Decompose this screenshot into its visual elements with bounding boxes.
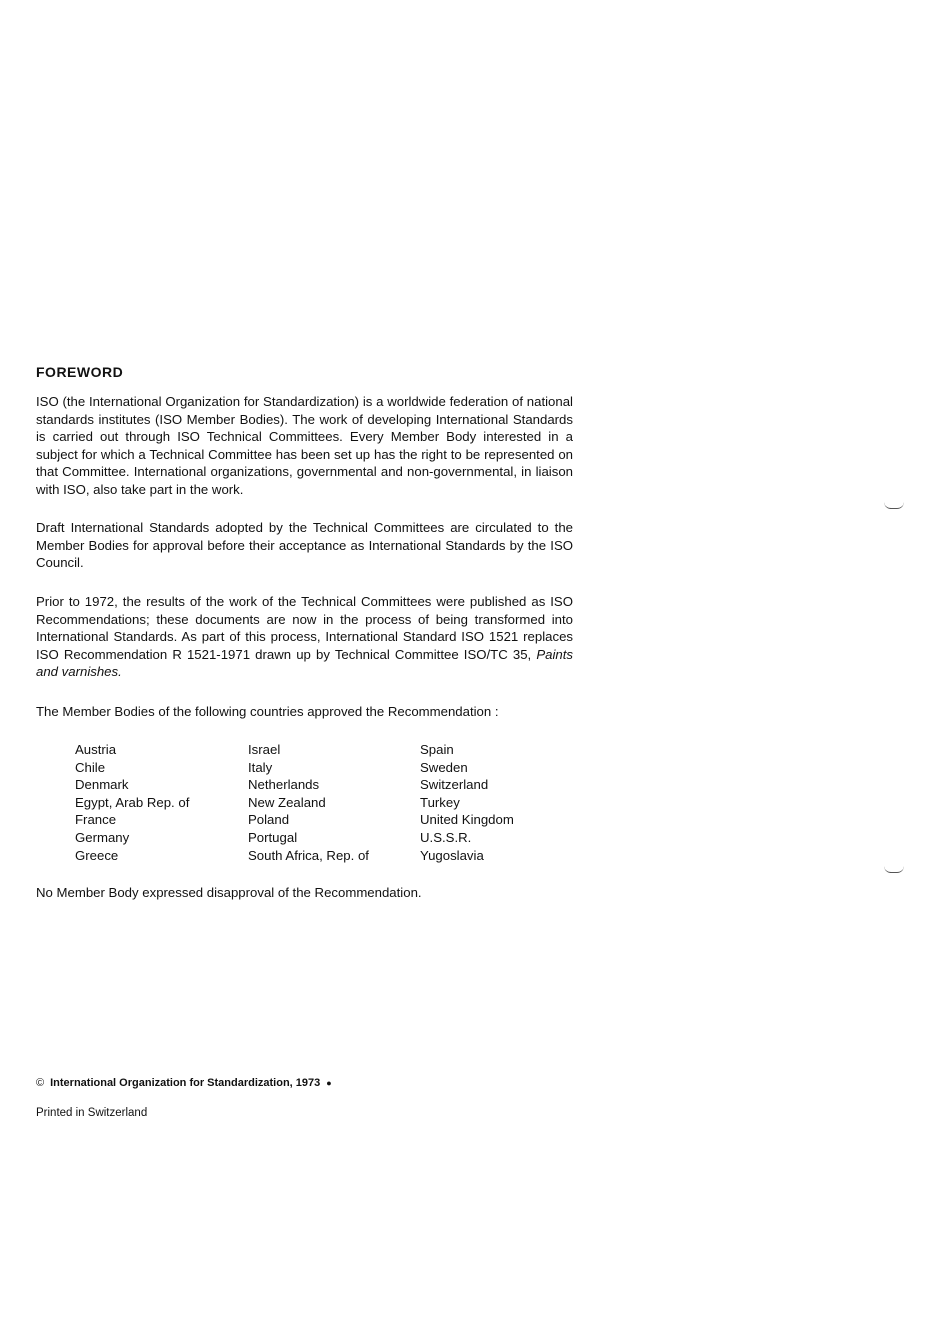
foreword-heading: FOREWORD	[36, 364, 124, 380]
country-column-3	[420, 741, 514, 864]
country-item: Denmark	[75, 777, 129, 793]
country-item: Israel	[248, 742, 281, 757]
disapproval-statement: No Member Body expressed disapproval of the Recommendation.	[36, 885, 422, 900]
country-item: Portugal	[248, 829, 298, 845]
country-item: Egypt, Arab Rep. of	[75, 794, 190, 810]
country-item: France	[75, 812, 117, 828]
country-item: Austria	[75, 742, 117, 757]
country-item: Chile	[75, 759, 106, 775]
country-item: Switzerland	[420, 777, 489, 793]
country-item: U.S.S.R.	[420, 829, 472, 845]
copyright-line	[36, 1077, 332, 1089]
history-paragraph-text: Prior to 1972, the results of the work of the Technical Committees were published as ISO Recommendations; these documents are now in the process of being transformed into International Standards. As part of this process, International Standard ISO 1521 replaces ISO Recommendation R 1521-1971 drawn up by Technical Committee ISO/TC 35,	[36, 594, 573, 662]
country-item: Italy	[248, 759, 273, 775]
country-item: Netherlands	[248, 777, 320, 793]
country-item: New Zealand	[248, 794, 326, 810]
country-item: Greece	[75, 847, 119, 863]
country-item: Germany	[75, 829, 130, 845]
printed-location: Printed in Switzerland	[36, 1107, 148, 1119]
country-item: Spain	[420, 742, 454, 757]
scan-mark-decoration	[884, 502, 904, 509]
country-item: Poland	[248, 812, 290, 828]
iso-intro-paragraph: ISO (the International Organization for Standardization) is a worldwide federation of national standards institutes (ISO Member Bodies). The work of developing International Standards is carried out through ISO Technical Committees. Every Member Body interested in a subject for which a Technical Committee has been set up has the right to be represented on that Committee. International organizations, governmental and non-governmental, in liaison with ISO, also take part in the work.	[36, 394, 573, 497]
scan-mark-decoration	[884, 866, 904, 873]
member-bodies-intro: The Member Bodies of the following countries approved the Recommendation :	[36, 704, 499, 719]
country-column-2	[248, 741, 369, 864]
country-item: Turkey	[420, 794, 460, 810]
country-column-1	[75, 741, 189, 864]
country-item: South Africa, Rep. of	[248, 847, 369, 863]
country-item: United Kingdom	[420, 812, 514, 828]
country-item: Yugoslavia	[420, 847, 484, 863]
country-item: Sweden	[420, 759, 468, 775]
committee-title-italic: Paints and varnishes.	[36, 646, 573, 680]
history-paragraph	[36, 593, 573, 681]
bullet-icon: ●	[326, 1078, 332, 1088]
copyright-icon: ©	[36, 1077, 45, 1089]
copyright-text: International Organization for Standardization, 1973	[50, 1077, 321, 1089]
draft-standards-paragraph: Draft International Standards adopted by the Technical Committees are circulated to the Member Bodies for approval before their acceptance as International Standards by the ISO Council.	[36, 520, 573, 571]
